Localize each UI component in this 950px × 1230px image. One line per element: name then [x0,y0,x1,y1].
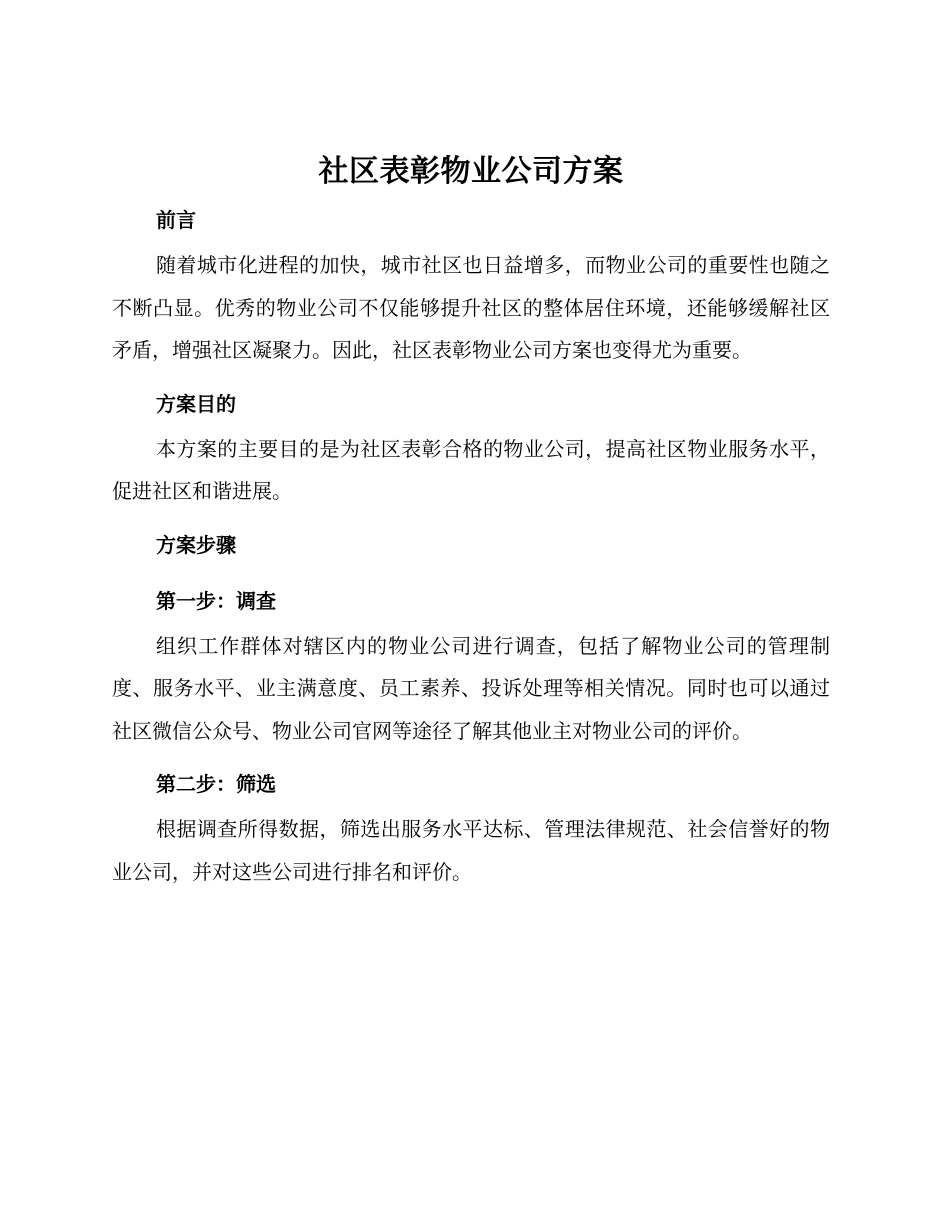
section-paragraph-step-two: 根据调查所得数据，筛选出服务水平达标、管理法律规范、社会信誉好的物业公司，并对这些公司进行排名和评价。 [112,817,830,884]
section-paragraph-preface: 随着城市化进程的加快，城市社区也日益增多，而物业公司的重要性也随之不断凸显。优秀的物业公司不仅能够提升社区的整体居住环境，还能够缓解社区矛盾，增强社区凝聚力。因此，社区表彰物业公司方案也变得尤为重要。 [112,253,830,362]
section-heading-preface: 前言 [156,208,196,232]
section-heading-purpose: 方案目的 [156,391,236,416]
section-heading-step-two: 第二步：筛选 [156,772,276,796]
document-title: 社区表彰物业公司方案 [318,154,624,189]
section-paragraph-step-one: 组织工作群体对辖区内的物业公司进行调查，包括了解物业公司的管理制度、服务水平、业主满意度、员工素养、投诉处理等相关情况。同时也可以通过社区微信公众号、物业公司官网等途径了解其他业主对物业公司的评价。 [112,633,830,743]
section-heading-step-one: 第一步：调查 [156,588,276,613]
document-page [112,148,830,893]
section-paragraph-purpose: 本方案的主要目的是为社区表彰合格的物业公司，提高社区物业服务水平，促进社区和谐进展。 [112,436,830,503]
section-heading-steps: 方案步骤 [156,532,236,557]
